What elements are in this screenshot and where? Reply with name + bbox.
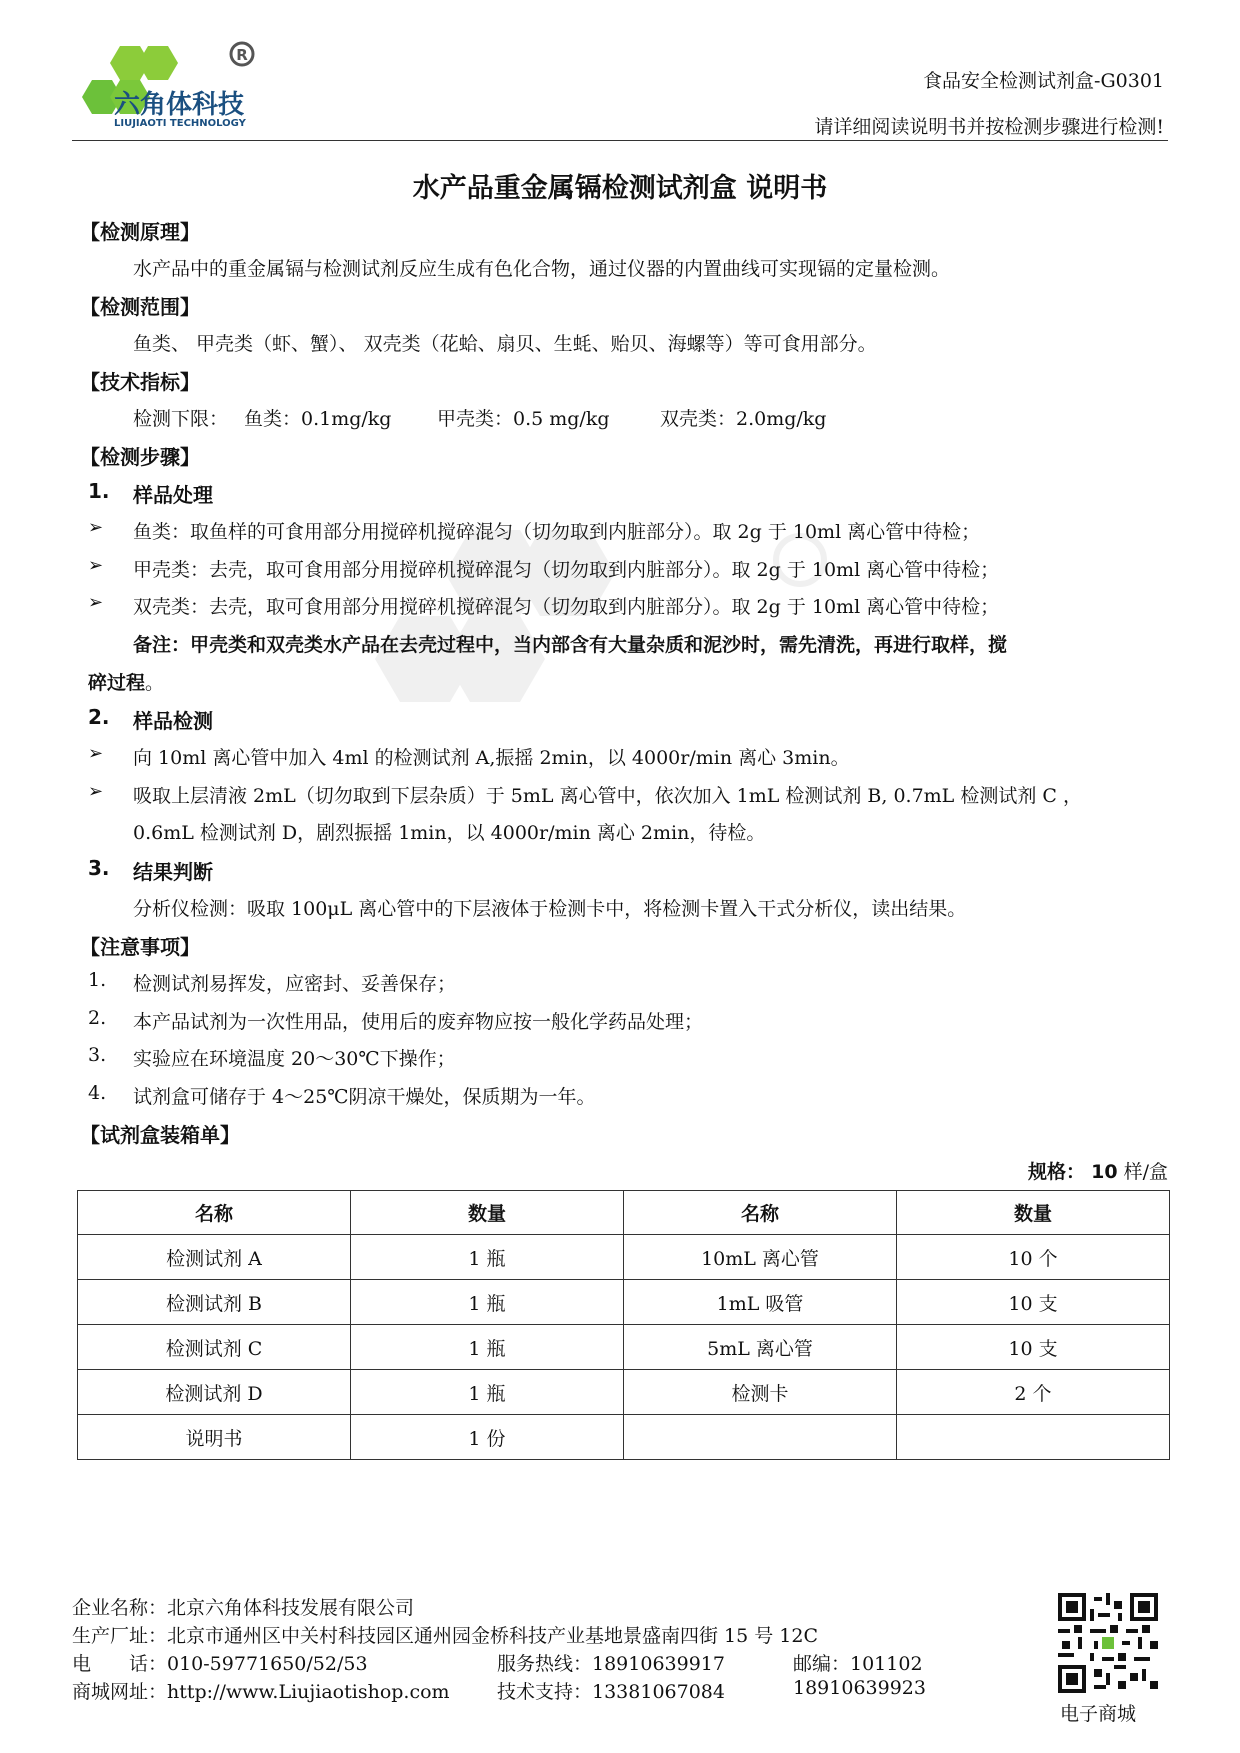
step3-text: 分析仪检测：吸取 100μL 离心管中的下层液体于检测卡中，将检测卡置入干式分析仪，读出结果。 (133, 898, 967, 920)
spec-fish: 鱼类：0.1mg/kg (244, 408, 392, 430)
column-header: 名称 (78, 1191, 351, 1235)
step1-title: 样品处理 (133, 483, 213, 507)
bullet-arrow-icon: ➢ (88, 517, 104, 538)
column-header: 数量 (351, 1191, 624, 1235)
scope-text: 鱼类、 甲壳类（虾、蟹）、 双壳类（花蛤、扇贝、生蚝、贻贝、海螺等）等可食用部分。 (133, 333, 877, 355)
footer-postcode: 邮编：101102 (793, 1653, 923, 1675)
table-cell: 检测试剂 C (78, 1325, 351, 1370)
packing-spec (1028, 1157, 1168, 1184)
caution-item: 检测试剂易挥发，应密封、妥善保存； (133, 973, 457, 995)
step1-item-fish: 鱼类：取鱼样的可食用部分用搅碎机搅碎混匀（切勿取到内脏部分）。取 2g 于 10ml 离心管中待检； (133, 521, 981, 543)
step1-note-line2 (88, 668, 164, 695)
step1-note-line1: 备注：甲壳类和双壳类水产品在去壳过程中，当内部含有大量杂质和泥沙时，需先清洗，再进行取样，搅 (133, 634, 1008, 656)
read-notice: 请详细阅读说明书并按检测步骤进行检测! (814, 116, 1164, 138)
packing-spec-label: 规格： (1028, 1161, 1086, 1183)
qr-code-icon[interactable] (1058, 1593, 1158, 1693)
spec-heading: 【技术指标】 (80, 370, 200, 394)
table-row (78, 1235, 1170, 1280)
footer-support: 技术支持：13381067084 (497, 1681, 725, 1703)
table-cell: 1 瓶 (351, 1235, 624, 1280)
caution-item: 本产品试剂为一次性用品，使用后的废弃物应按一般化学药品处理； (133, 1011, 704, 1033)
step3-number: 3. (88, 856, 110, 880)
table-cell: 10 个 (897, 1235, 1170, 1280)
table-cell: 1 瓶 (351, 1370, 624, 1415)
footer-website[interactable]: 商城网址：http://www.Liujiaotishop.com (72, 1681, 450, 1703)
footer-address: 生产厂址：北京市通州区中关村科技园区通州园金桥科技产业基地景盛南四街 15 号 12C (72, 1625, 819, 1647)
packing-table (77, 1190, 1170, 1460)
spec-bivalve: 双壳类：2.0mg/kg (660, 408, 827, 430)
table-row (78, 1370, 1170, 1415)
table-cell: 1 份 (351, 1415, 624, 1460)
header-divider (72, 140, 1168, 141)
caution-item: 实验应在环境温度 20～30℃下操作； (133, 1048, 456, 1070)
step1-item-crustacean: 甲壳类：去壳，取可食用部分用搅碎机搅碎混匀（切勿取到内脏部分）。取 2g 于 10ml 离心管中待检； (133, 559, 1000, 581)
packing-heading: 【试剂盒装箱单】 (80, 1123, 240, 1147)
bullet-arrow-icon: ➢ (88, 592, 104, 613)
footer-phone: 电 话：010-59771650/52/53 (72, 1653, 368, 1675)
steps-heading: 【检测步骤】 (80, 445, 200, 469)
svg-text:R: R (236, 46, 248, 64)
table-row (78, 1280, 1170, 1325)
step1-item-bivalve: 双壳类：去壳，取可食用部分用搅碎机搅碎混匀（切勿取到内脏部分）。取 2g 于 10ml 离心管中待检； (133, 596, 1000, 618)
column-header: 名称 (624, 1191, 897, 1235)
step2-item1: 向 10ml 离心管中加入 4ml 的检测试剂 A,振摇 2min，以 4000r/min 离心 3min。 (133, 747, 850, 769)
company-logo (78, 38, 288, 143)
spec-crustacean: 甲壳类：0.5 mg/kg (437, 408, 610, 430)
packing-spec-value: 10 (1091, 1161, 1118, 1183)
table-cell: 检测试剂 D (78, 1370, 351, 1415)
table-cell: 10 支 (897, 1280, 1170, 1325)
step3-title: 结果判断 (133, 860, 213, 884)
document-title: 水产品重金属镉检测试剂盒 说明书 (412, 173, 828, 204)
table-cell: 说明书 (78, 1415, 351, 1460)
footer-hotline: 服务热线：18910639917 (497, 1653, 725, 1675)
principle-text: 水产品中的重金属镉与检测试剂反应生成有色化合物，通过仪器的内置曲线可实现镉的定量检测。 (133, 258, 951, 280)
caution-number: 3. (88, 1044, 107, 1066)
table-cell: 1mL 吸管 (624, 1280, 897, 1325)
spec-label: 检测下限： (133, 408, 229, 430)
table-cell (897, 1415, 1170, 1460)
packing-spec-unit: 样/盒 (1117, 1161, 1168, 1183)
table-cell (624, 1415, 897, 1460)
footer-company: 企业名称：北京六角体科技发展有限公司 (72, 1597, 415, 1619)
step2-title: 样品检测 (133, 709, 213, 733)
bullet-arrow-icon: ➢ (88, 555, 104, 576)
step2-item2-line1: 吸取上层清液 2mL（切勿取到下层杂质）于 5mL 离心管中，依次加入 1mL 检测试剂 B, 0.7mL 检测试剂 C ， (133, 785, 1082, 807)
bullet-arrow-icon: ➢ (88, 781, 104, 802)
table-header-row (78, 1191, 1170, 1235)
caution-number: 1. (88, 969, 107, 991)
table-row (78, 1415, 1170, 1460)
table-cell: 1 瓶 (351, 1325, 624, 1370)
logo-subtext: LIUJIAOTI TECHNOLOGY (114, 118, 246, 129)
logo-text: 六角体科技 (114, 90, 245, 120)
table-cell: 检测试剂 A (78, 1235, 351, 1280)
table-cell: 检测试剂 B (78, 1280, 351, 1325)
qr-caption: 电子商城 (1060, 1703, 1137, 1725)
cautions-heading: 【注意事项】 (80, 935, 200, 959)
caution-item: 试剂盒可储存于 4～25℃阴凉干燥处，保质期为一年。 (133, 1086, 596, 1108)
scope-heading: 【检测范围】 (80, 295, 200, 319)
table-cell: 5mL 离心管 (624, 1325, 897, 1370)
step1-number: 1. (88, 479, 110, 503)
principle-heading: 【检测原理】 (80, 220, 200, 244)
step1-note-end: 。 (145, 672, 165, 694)
table-cell: 检测卡 (624, 1370, 897, 1415)
table-row (78, 1325, 1170, 1370)
caution-number: 4. (88, 1082, 107, 1104)
product-code: 食品安全检测试剂盒-G0301 (923, 70, 1164, 92)
table-cell: 10 支 (897, 1325, 1170, 1370)
column-header: 数量 (897, 1191, 1170, 1235)
step2-number: 2. (88, 705, 110, 729)
step2-item2-line2: 0.6mL 检测试剂 D，剧烈振摇 1min，以 4000r/min 离心 2min，待检。 (133, 822, 766, 844)
bullet-arrow-icon: ➢ (88, 743, 104, 764)
table-cell: 2 个 (897, 1370, 1170, 1415)
footer-support-2: 18910639923 (793, 1677, 926, 1699)
caution-number: 2. (88, 1007, 107, 1029)
table-cell: 1 瓶 (351, 1280, 624, 1325)
step1-note-line2-bold: 碎过程 (88, 672, 146, 694)
table-cell: 10mL 离心管 (624, 1235, 897, 1280)
